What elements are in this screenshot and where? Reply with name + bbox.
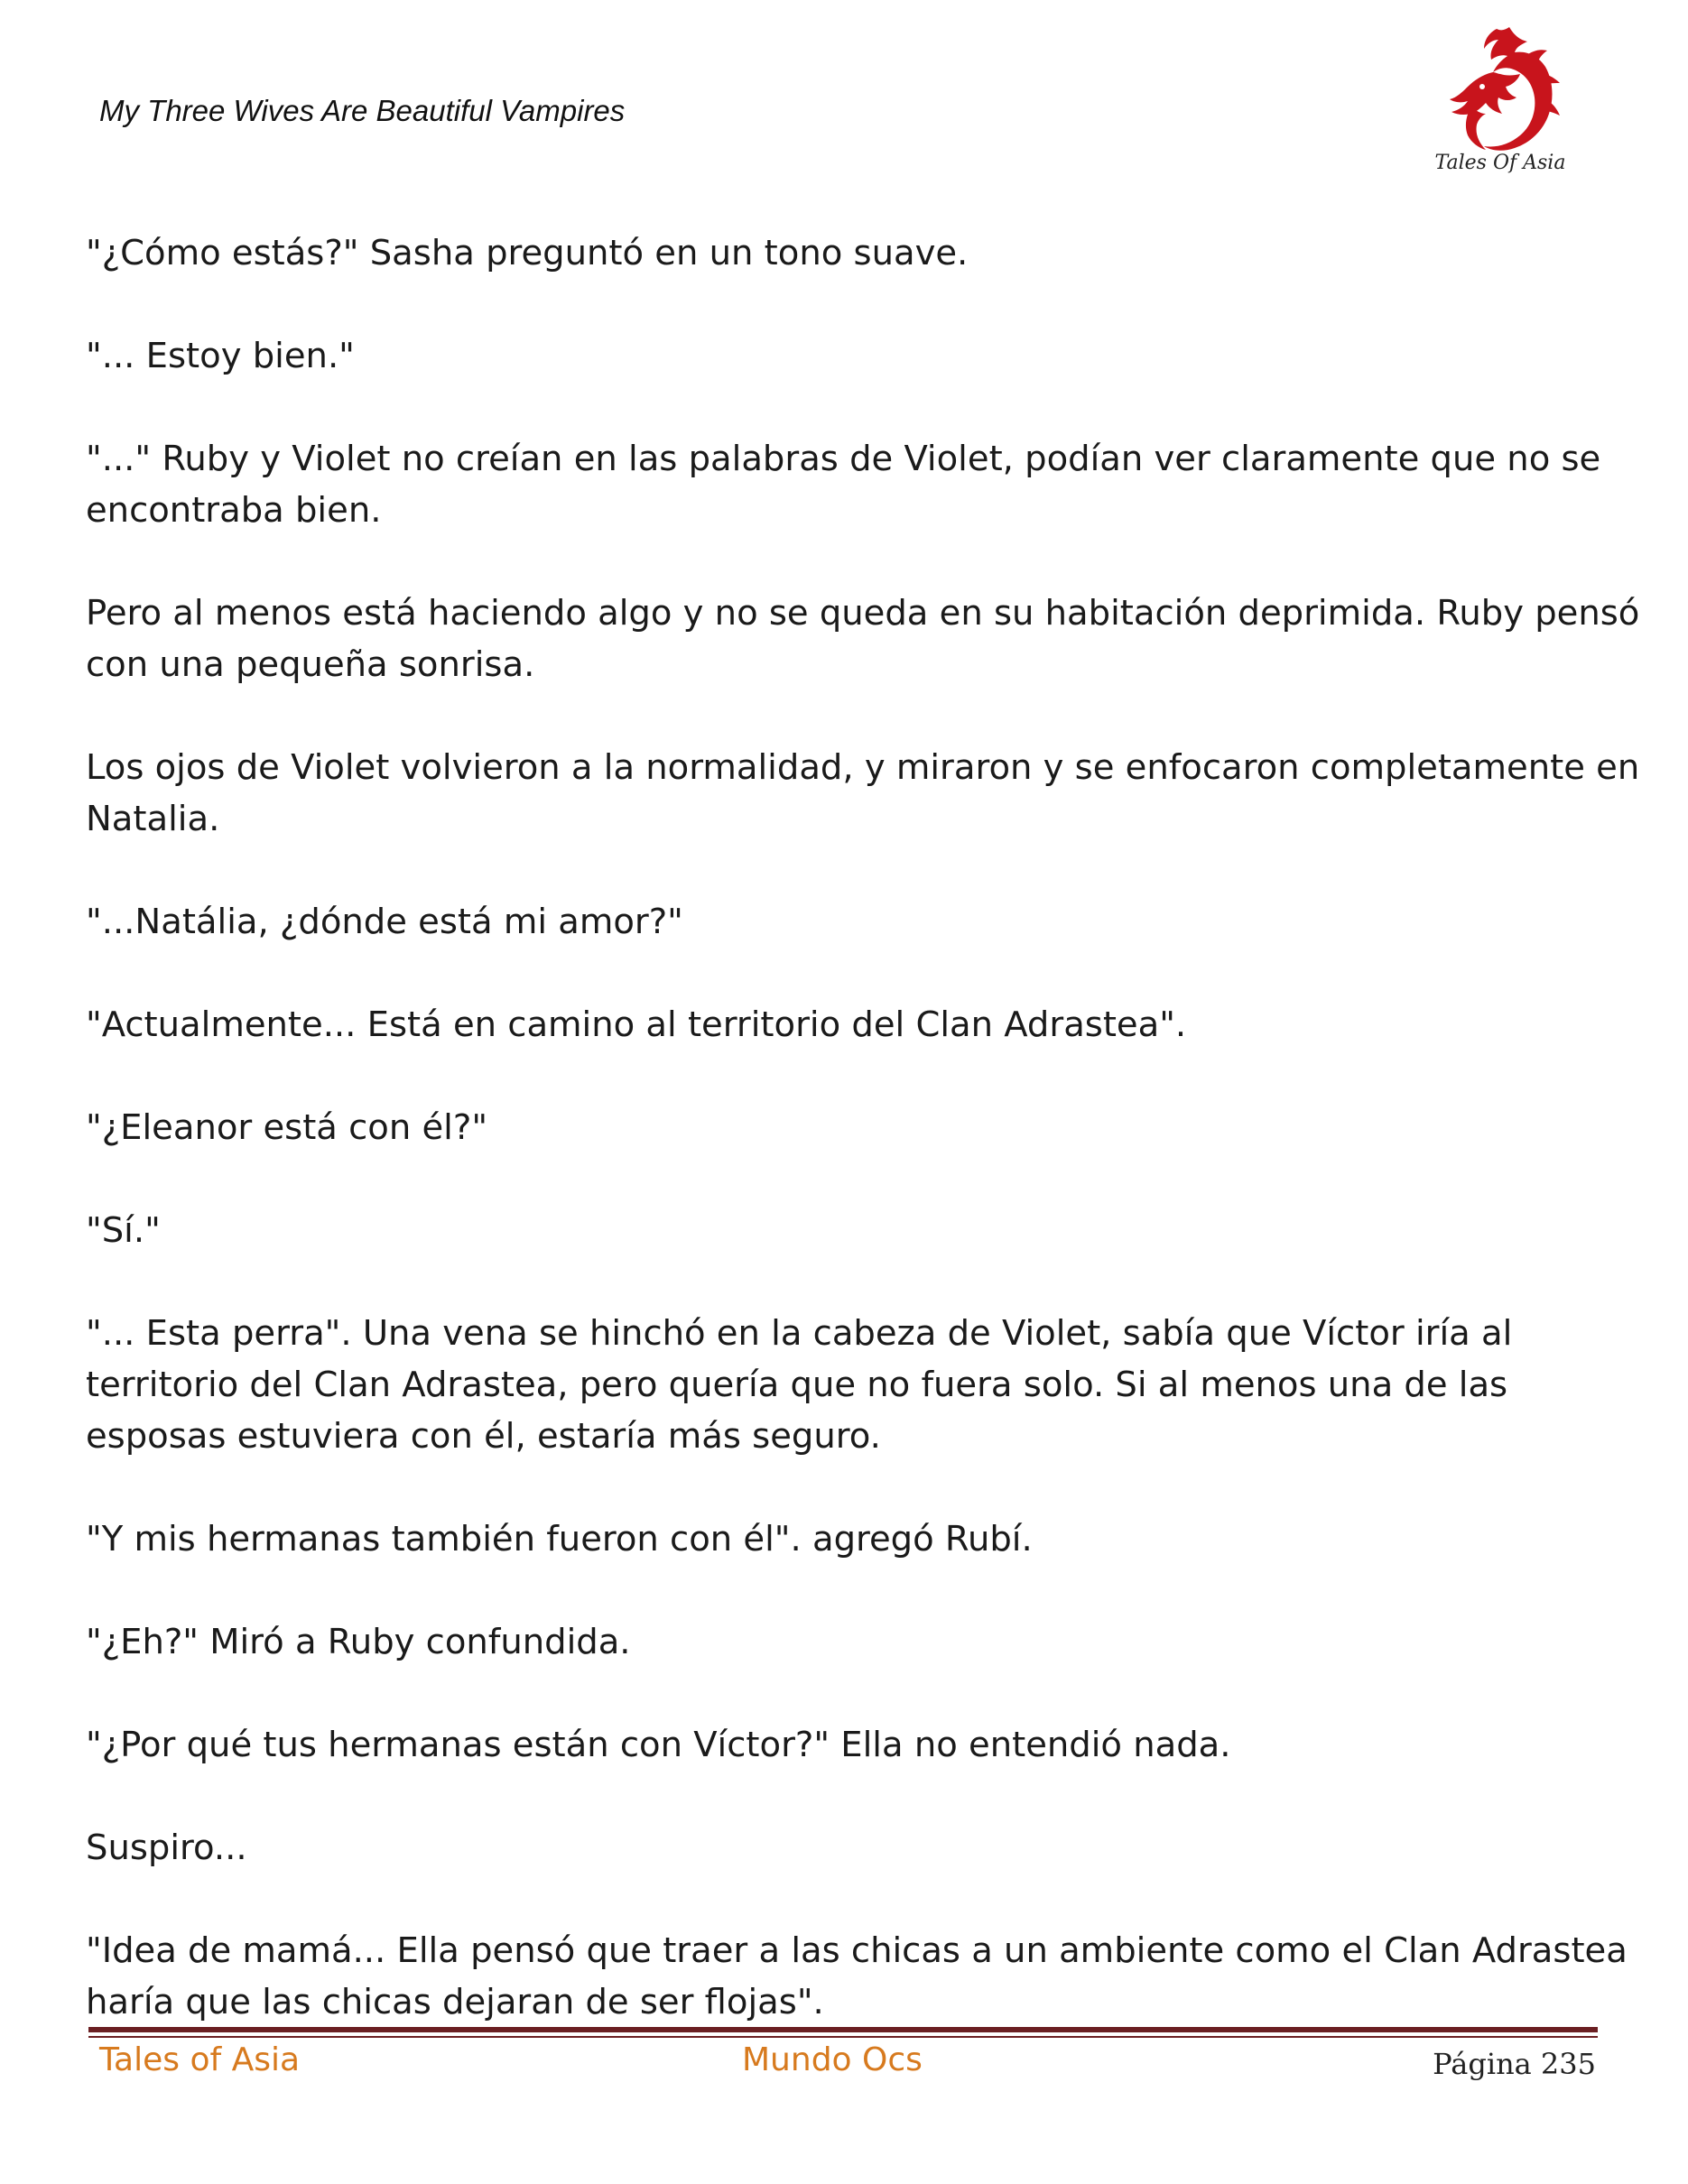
text-line: "Sí." — [86, 1210, 161, 1251]
book-title: My Three Wives Are Beautiful Vampires — [99, 94, 626, 127]
text-line: "Actualmente... Está en camino al territorio del Clan Adrastea". — [86, 1004, 1187, 1045]
footer-site: Mundo Ocs — [742, 2041, 923, 2078]
paragraph — [86, 1102, 1620, 1153]
text-line: territorio del Clan Adrastea, pero quería que no fuera solo. Si al menos una de las — [86, 1365, 1508, 1405]
footer-divider-thin — [88, 2036, 1598, 2038]
paragraph — [86, 1719, 1620, 1771]
text-line: Los ojos de Violet volvieron a la normalidad, y miraron y se enfocaron completamente en — [86, 747, 1640, 788]
text-line: "¿Eleanor está con él?" — [86, 1107, 488, 1148]
text-line: "Y mis hermanas también fueron con él". agregó Rubí. — [86, 1519, 1033, 1559]
logo-text: Tales Of Asia — [1434, 152, 1566, 174]
text-line: Suspiro... — [86, 1828, 247, 1868]
text-line: Pero al menos está haciendo algo y no se queda en su habitación deprimida. Ruby pensó — [86, 593, 1640, 634]
text-line: esposas estuviera con él, estaría más seguro. — [86, 1416, 881, 1457]
paragraph — [86, 1616, 1620, 1668]
paragraph — [86, 1205, 1620, 1256]
text-line: haría que las chicas dejaran de ser flojas". — [86, 1982, 824, 2022]
paragraph — [86, 742, 1640, 845]
paragraph — [86, 433, 1620, 536]
text-line: "..." Ruby y Violet no creían en las palabras de Violet, podían ver claramente que no se — [86, 439, 1601, 479]
paragraph — [86, 1308, 1620, 1462]
footer-publisher: Tales of Asia — [99, 2041, 301, 2078]
text-line: Natalia. — [86, 799, 220, 839]
paragraph — [86, 588, 1640, 690]
text-line: encontraba bien. — [86, 490, 382, 531]
text-line: con una pequeña sonrisa. — [86, 644, 535, 685]
text-line: "¿Por qué tus hermanas están con Víctor?" Ella no entendió nada. — [86, 1725, 1231, 1765]
paragraph — [86, 1822, 1620, 1874]
footer-divider — [88, 2027, 1598, 2032]
text-line: "...Natália, ¿dónde está mi amor?" — [86, 902, 683, 942]
paragraph — [86, 1513, 1620, 1565]
paragraph — [86, 896, 1620, 948]
text-line: "¿Cómo estás?" Sasha preguntó en un tono suave. — [86, 233, 969, 273]
page-number: Página 235 — [1433, 2047, 1596, 2081]
text-line: "Idea de mamá... Ella pensó que traer a las chicas a un ambiente como el Clan Adrastea — [86, 1930, 1628, 1971]
text-line: "¿Eh?" Miró a Ruby confundida. — [86, 1622, 631, 1662]
paragraph — [86, 999, 1620, 1050]
chapter-body — [86, 227, 1640, 2079]
text-line: "... Esta perra". Una vena se hinchó en la cabeza de Violet, sabía que Víctor iría al — [86, 1313, 1513, 1354]
paragraph — [86, 1925, 1628, 2028]
paragraph — [86, 227, 1620, 279]
paragraph — [86, 330, 1620, 382]
text-line: "... Estoy bien." — [86, 336, 355, 376]
